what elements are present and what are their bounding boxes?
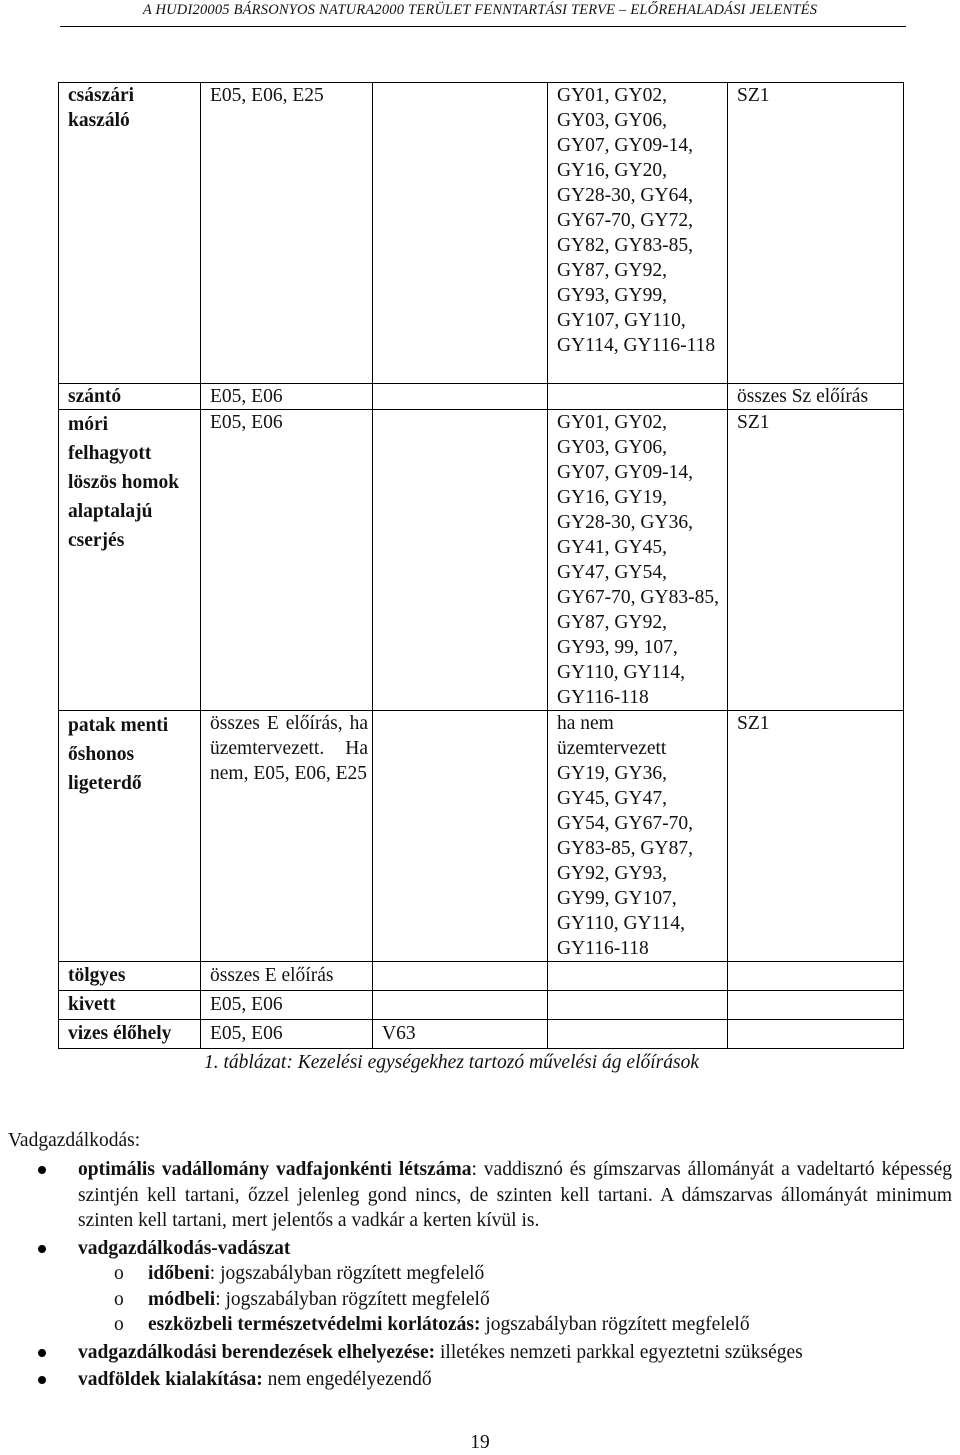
sub-item-term: eszközbeli természetvédelmi korlátozás: xyxy=(148,1314,481,1335)
bullet-list xyxy=(0,1157,960,1393)
item-term: vadgazdálkodás-vadászat xyxy=(78,1237,291,1259)
unit-name-cell: móri felhagyott löszös homok alaptalajú cserjés xyxy=(59,410,201,711)
arable-prescription-cell xyxy=(728,962,904,991)
table-row xyxy=(59,962,904,991)
running-header: A HUDI20005 BÁRSONYOS NATURA2000 TERÜLET FENNTARTÁSI TERVE – ELŐREHALADÁSI JELENTÉS xyxy=(142,2,818,18)
section-title: Vadgazdálkodás: xyxy=(8,1130,141,1151)
unit-name-cell: császári kaszáló xyxy=(59,83,201,384)
list-item xyxy=(0,1236,960,1262)
table-caption: 1. táblázat: Kezelési egységekhez tartozó művelési ág előírások xyxy=(204,1052,699,1073)
grassland-prescription-cell: ha nem üzemtervezett GY19, GY36, GY45, GY47, GY54, GY67-70, GY83-85, GY87, GY92, GY93, GY99, GY107, GY110, GY114, GY116-118 xyxy=(548,711,728,962)
prescription-cell: E05, E06 xyxy=(201,1020,373,1049)
bullet-icon xyxy=(38,1245,46,1253)
table-row xyxy=(59,384,904,410)
grassland-prescription-cell: GY01, GY02, GY03, GY06, GY07, GY09-14, GY16, GY20, GY28-30, GY64, GY67-70, GY72, GY82, GY83-85, GY87, GY92, GY93, GY99, GY107, GY110, GY114, GY116-118 xyxy=(548,83,728,384)
water-prescription-cell xyxy=(373,962,548,991)
item-term: optimális vadállomány vadfajonkénti létszáma xyxy=(78,1159,472,1180)
table-row xyxy=(59,83,904,384)
header-rule xyxy=(60,26,906,27)
sub-item-text: : jogszabályban rögzített megfelelő xyxy=(215,1288,490,1310)
table-row xyxy=(59,1020,904,1049)
water-prescription-cell xyxy=(373,384,548,410)
prescription-cell: E05, E06, E25 xyxy=(201,83,373,384)
circle-marker: o xyxy=(114,1314,124,1335)
arable-prescription-cell xyxy=(728,991,904,1020)
water-prescription-cell: V63 xyxy=(373,1020,548,1049)
arable-prescription-cell xyxy=(728,1020,904,1049)
water-prescription-cell xyxy=(373,410,548,711)
item-term: vadföldek kialakítása: xyxy=(78,1369,263,1390)
list-item xyxy=(0,1340,960,1366)
sub-list-item xyxy=(0,1312,960,1338)
list-item xyxy=(0,1157,960,1234)
unit-name-cell: vizes élőhely xyxy=(59,1020,201,1049)
sub-list-item xyxy=(0,1287,960,1313)
circle-marker: o xyxy=(114,1263,124,1284)
arable-prescription-cell: SZ1 xyxy=(728,83,904,384)
list-item xyxy=(0,1367,960,1393)
bullet-icon xyxy=(38,1376,46,1384)
sub-list-item xyxy=(0,1261,960,1287)
grassland-prescription-cell xyxy=(548,384,728,410)
sub-item-text: : jogszabályban rögzített megfelelő xyxy=(209,1263,485,1284)
arable-prescription-cell: SZ1 xyxy=(728,711,904,962)
item-term: vadgazdálkodási berendezések elhelyezése: xyxy=(78,1341,436,1363)
management-table xyxy=(58,82,904,1049)
grassland-prescription-cell: GY01, GY02, GY03, GY06, GY07, GY09-14, GY16, GY19, GY28-30, GY36, GY41, GY45, GY47, GY54, GY67-70, GY83-85, GY87, GY92, GY93, 99, 107, GY110, GY114, GY116-118 xyxy=(548,410,728,711)
prescription-cell: E05, E06 xyxy=(201,384,373,410)
bullet-icon xyxy=(38,1166,46,1174)
unit-name-cell: patak menti őshonos ligeterdő xyxy=(59,711,201,962)
table-row xyxy=(59,410,904,711)
water-prescription-cell xyxy=(373,711,548,962)
bullet-icon xyxy=(38,1349,46,1357)
water-prescription-cell xyxy=(373,83,548,384)
arable-prescription-cell: összes Sz előírás xyxy=(728,384,904,410)
grassland-prescription-cell xyxy=(548,1020,728,1049)
item-text: : vaddisznó és gímszarvas állományát a vadeltartó képesség szintjén kell tartani, őzzel jelenleg gond nincs, de szinten kell tartani. A dámszarvas állományát minimum szinten kell tartani, mert jelentős a vadkár a kerten kívül is. xyxy=(78,1159,952,1231)
grassland-prescription-cell xyxy=(548,991,728,1020)
prescription-cell: összes E előírás, ha üzemtervezett. Ha nem, E05, E06, E25 xyxy=(201,711,373,962)
item-text: illetékes nemzeti parkkal egyeztetni szükséges xyxy=(435,1341,803,1363)
unit-name-cell: tölgyes xyxy=(59,962,201,991)
unit-name-cell: kivett xyxy=(59,991,201,1020)
table-row xyxy=(59,991,904,1020)
item-text: nem engedélyezendő xyxy=(262,1369,432,1390)
table-row xyxy=(59,711,904,962)
sub-item-text: jogszabályban rögzített megfelelő xyxy=(480,1314,750,1335)
prescription-cell: E05, E06 xyxy=(201,410,373,711)
water-prescription-cell xyxy=(373,991,548,1020)
page-number: 19 xyxy=(470,1432,490,1453)
sub-item-term: időbeni xyxy=(148,1263,210,1284)
prescription-cell: összes E előírás xyxy=(201,962,373,991)
sub-item-term: módbeli xyxy=(148,1288,216,1310)
unit-name-cell: szántó xyxy=(59,384,201,410)
grassland-prescription-cell xyxy=(548,962,728,991)
circle-marker: o xyxy=(114,1288,124,1310)
prescription-cell: E05, E06 xyxy=(201,991,373,1020)
arable-prescription-cell: SZ1 xyxy=(728,410,904,711)
